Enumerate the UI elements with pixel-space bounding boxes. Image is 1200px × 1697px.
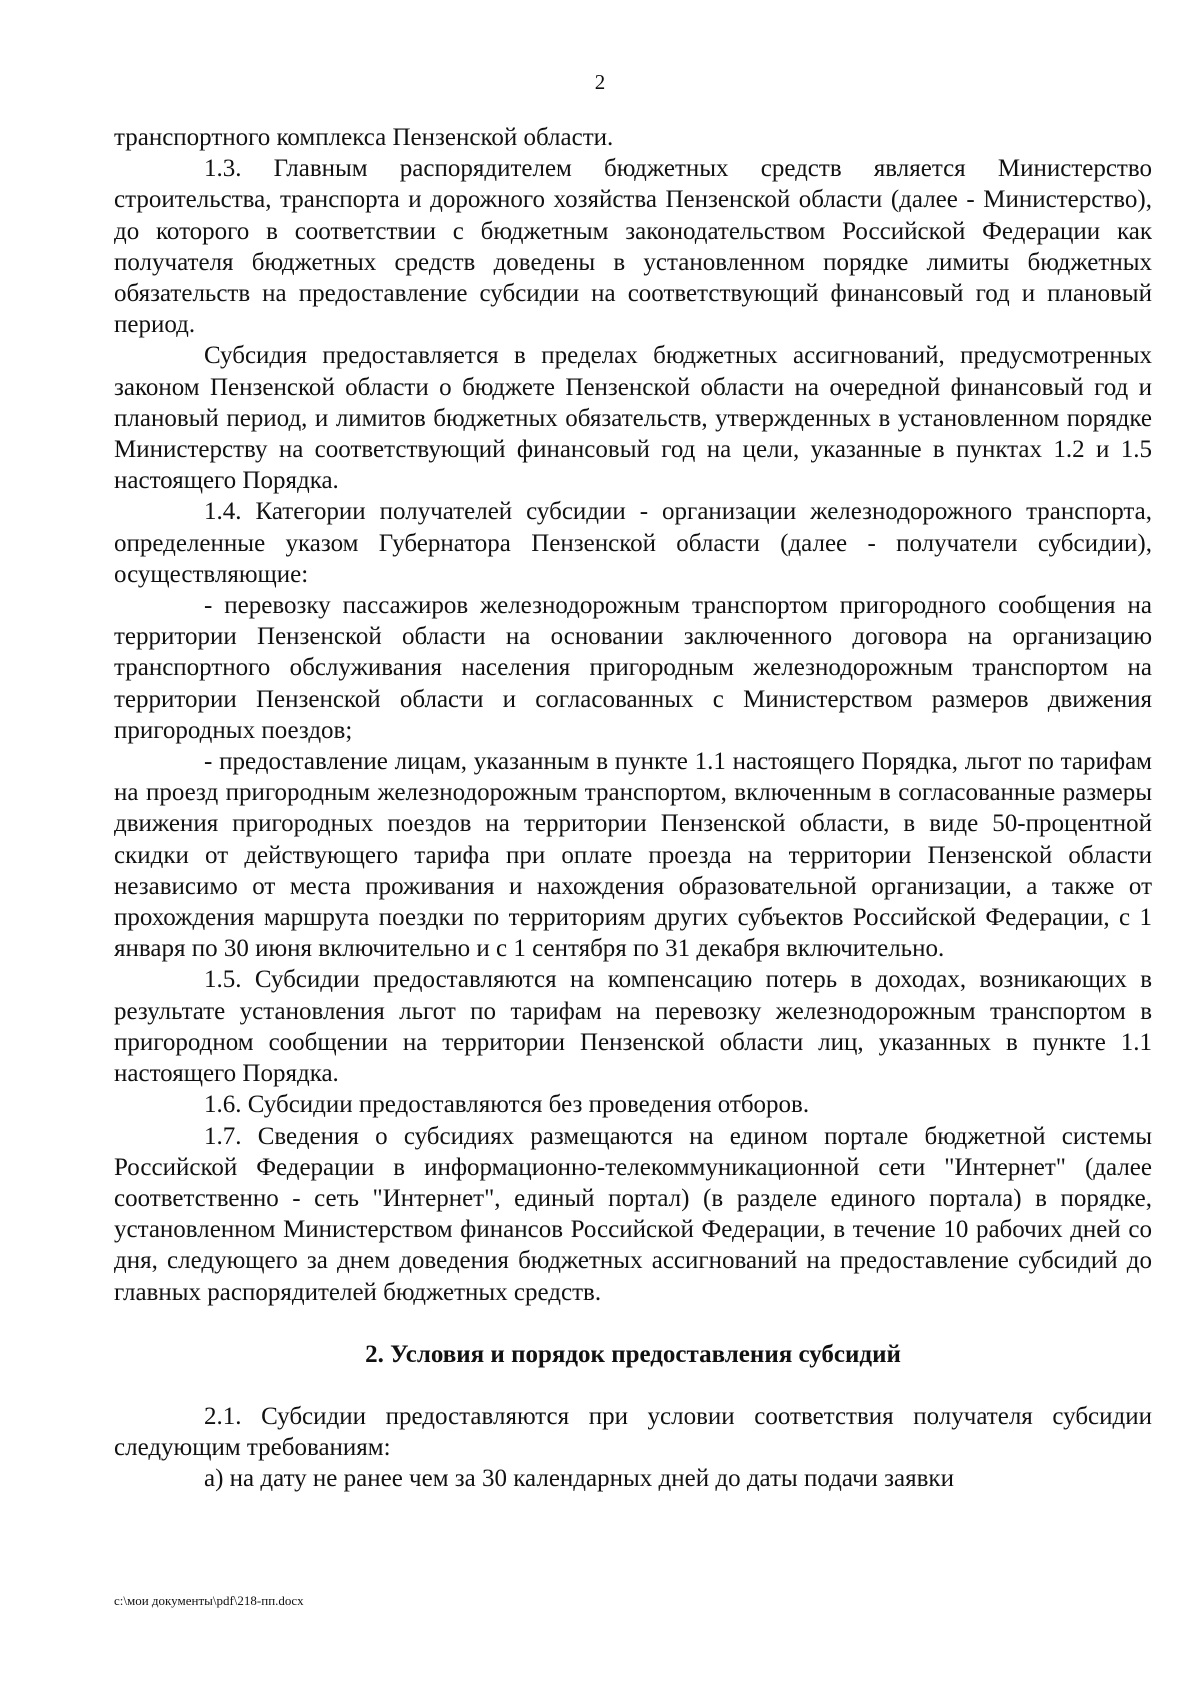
section-heading: 2. Условия и порядок предоставления субсидий — [365, 1340, 901, 1368]
paragraph: 1.7. Сведения о субсидиях размещаются на едином портале бюджетной системы Российской Федерации в информационно-телекоммуникационной сети "Интернет" (далее соответственно - сеть "Интернет", единый портал) (в разделе единого портала) в порядке, установленном Министерством финансов Российской Федерации, в течение 10 рабочих дней со дня, следующего за днем доведения бюджетных ассигнований на предоставление субсидий до главных распорядителей бюджетных средств. — [114, 1122, 1152, 1306]
document-body — [114, 122, 1152, 1495]
paragraph: 1.4. Категории получателей субсидии - организации железнодорожного транспорта, определенные указом Губернатора Пензенской области (далее - получатели субсидии), осуществляющие: — [114, 498, 1152, 588]
paragraph: транспортного комплекса Пензенской области. — [114, 124, 614, 151]
paragraph: 1.6. Субсидии предоставляются без проведения отборов. — [204, 1091, 810, 1119]
paragraph: а) на дату не ранее чем за 30 календарных дней до даты подачи заявки — [204, 1465, 954, 1493]
paragraph: 2.1. Субсидии предоставляются при условии соответствия получателя субсидии следующим требованиям: — [114, 1402, 1152, 1462]
paragraph: 1.5. Субсидии предоставляются на компенсацию потерь в доходах, возникающих в результате установления льгот по тарифам на перевозку железнодорожным транспортом в пригородном сообщении на территории Пензенской области лиц, указанных в пункте 1.1 настоящего Порядка. — [114, 966, 1152, 1088]
paragraph: Субсидия предоставляется в пределах бюджетных ассигнований, предусмотренных законом Пензенской области о бюджете Пензенской области на очередной финансовый год и плановый период, и лимитов бюджетных обязательств, утвержденных в установленном порядке Министерству на соответствующий финансовый год на цели, указанные в пунктах 1.2 и 1.5 настоящего Порядка. — [114, 342, 1152, 495]
list-item-paragraph: - предоставление лицам, указанным в пункте 1.1 настоящего Порядка, льгот по тарифам на проезд пригородным железнодорожным транспортом, включенным в согласованные размеры движения пригородных поездов на территории Пензенской области, в виде 50-процентной скидки от действующего тарифа при оплате проезда на территории Пензенской области независимо от места проживания и нахождения образовательной организации, а также от прохождения маршрута поездки по территориям других субъектов Российской Федерации, с 1 января по 30 июня включительно и с 1 сентября по 31 декабря включительно. — [114, 748, 1152, 963]
page-number: 2 — [594, 70, 606, 94]
paragraph: 1.3. Главным распорядителем бюджетных средств является Министерство строительства, транспорта и дорожного хозяйства Пензенской области (далее - Министерство), до которого в соответствии с бюджетным законодательством Российской Федерации как получателя бюджетных средств доведены в установленном порядке лимиты бюджетных обязательств на предоставление субсидии на соответствующий финансовый год и плановый период. — [114, 155, 1152, 339]
list-item-paragraph: - перевозку пассажиров железнодорожным транспортом пригородного сообщения на территории Пензенской области на основании заключенного договора на организацию транспортного обслуживания населения пригородным железнодорожным транспортом на территории Пензенской области и согласованных с Министерством размеров движения пригородных поездов; — [114, 592, 1152, 744]
footer-file-path: c:\мои документы\pdf\218-пп.docx — [114, 1593, 304, 1608]
